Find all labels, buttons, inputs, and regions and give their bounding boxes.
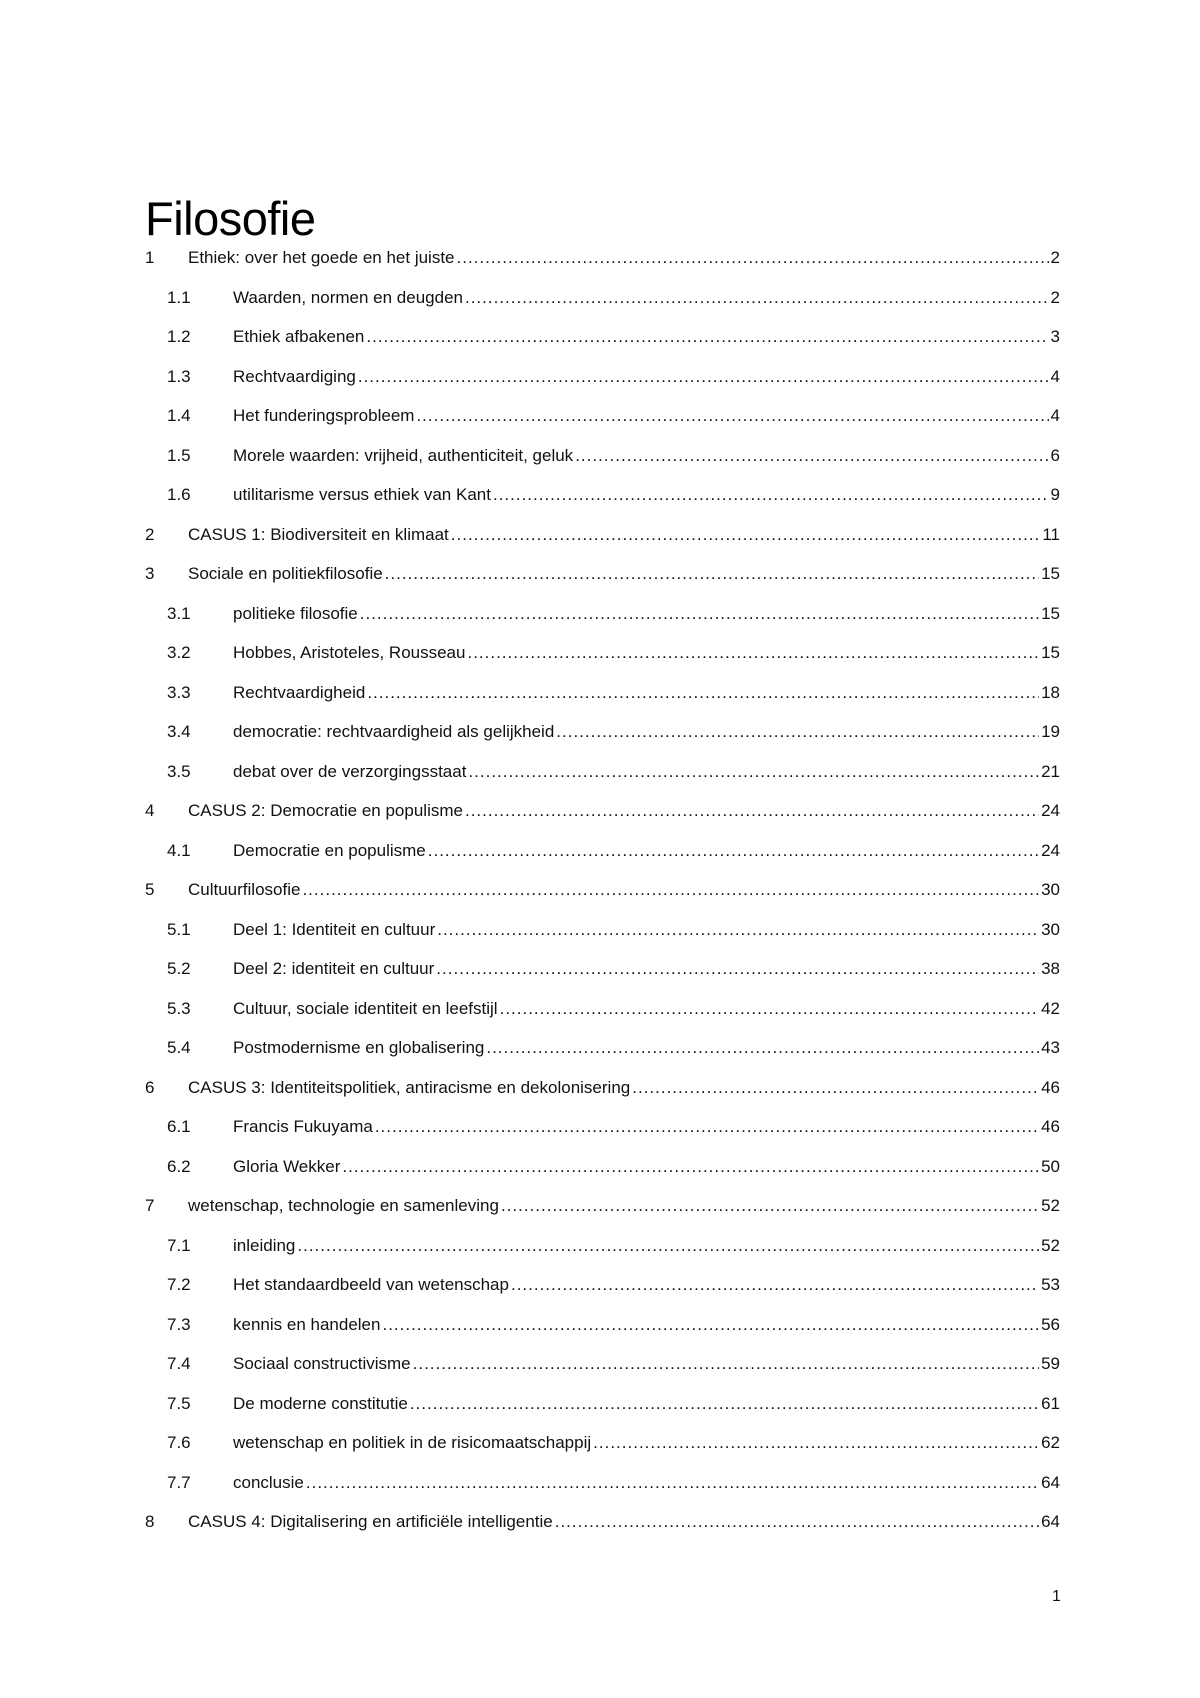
- toc-entry[interactable]: [145, 1354, 1060, 1394]
- toc-entry-title[interactable]: Het standaardbeeld van wetenschap: [233, 1275, 509, 1294]
- toc-entry-page: 46: [1041, 1117, 1060, 1136]
- toc-entry-number: 5: [145, 880, 155, 899]
- toc-entry-title[interactable]: Ethiek: over het goede en het juiste: [188, 248, 455, 267]
- toc-entry[interactable]: [145, 1038, 1060, 1078]
- toc-dot-leader: [511, 1275, 1039, 1295]
- toc-dot-leader: [410, 1394, 1039, 1414]
- toc-entry-number: 1.1: [167, 287, 191, 307]
- toc-entry-page: 30: [1041, 919, 1060, 939]
- toc-entry-page: 11: [1042, 524, 1060, 544]
- toc-entry-page: 21: [1041, 761, 1060, 781]
- toc-entry-number: 1.2: [167, 327, 191, 346]
- toc-entry-number: 7.1: [167, 1235, 191, 1255]
- toc-entry-page: 38: [1041, 959, 1060, 978]
- toc-dot-leader: [465, 288, 1049, 308]
- toc-entry-title[interactable]: Cultuurfilosofie: [188, 880, 301, 899]
- toc-dot-leader: [468, 762, 1039, 782]
- toc-dot-leader: [358, 367, 1049, 387]
- page-title: Filosofie: [145, 192, 316, 246]
- toc-entry-title[interactable]: Hobbes, Aristoteles, Rousseau: [233, 643, 466, 662]
- toc-dot-leader: [556, 722, 1039, 742]
- toc-entry-title[interactable]: CASUS 1: Biodiversiteit en klimaat: [188, 524, 449, 544]
- toc-entry-title[interactable]: debat over de verzorgingsstaat: [233, 761, 467, 781]
- toc-entry[interactable]: [145, 1196, 1060, 1236]
- toc-entry[interactable]: [145, 1433, 1060, 1473]
- toc-entry-title[interactable]: Rechtvaardigheid: [233, 682, 366, 702]
- toc-dot-leader: [416, 406, 1048, 426]
- toc-entry-number: 6.1: [167, 1117, 191, 1136]
- toc-entry[interactable]: [145, 1236, 1060, 1276]
- toc-entry-title[interactable]: wetenschap en politiek in de risicomaatschappij: [233, 1433, 592, 1452]
- toc-dot-leader: [306, 1473, 1039, 1493]
- toc-dot-leader: [593, 1433, 1039, 1453]
- toc-entry-page: 53: [1041, 1275, 1060, 1294]
- toc-dot-leader: [302, 880, 1039, 900]
- toc-entry[interactable]: [145, 485, 1060, 525]
- toc-entry-title[interactable]: Sociaal constructivisme: [233, 1354, 411, 1373]
- toc-entry[interactable]: [145, 801, 1060, 841]
- toc-dot-leader: [555, 1512, 1039, 1532]
- toc-entry[interactable]: [145, 1117, 1060, 1157]
- toc-entry[interactable]: [145, 1157, 1060, 1197]
- toc-entry[interactable]: [145, 564, 1060, 604]
- toc-entry-number: 4.1: [167, 840, 191, 860]
- toc-entry-page: 30: [1041, 880, 1060, 899]
- toc-entry-page: 52: [1041, 1235, 1060, 1255]
- toc-dot-leader: [382, 1315, 1039, 1335]
- toc-dot-leader: [367, 683, 1039, 703]
- toc-entry-title[interactable]: Rechtvaardiging: [233, 366, 356, 386]
- toc-dot-leader: [342, 1157, 1039, 1177]
- toc-entry-number: 3.1: [167, 603, 191, 623]
- toc-entry[interactable]: [145, 1078, 1060, 1118]
- page-number: 1: [1052, 1588, 1061, 1605]
- toc-entry-title[interactable]: utilitarisme versus ethiek van Kant: [233, 485, 491, 504]
- toc-entry-number: 3.3: [167, 682, 191, 702]
- toc-dot-leader: [437, 920, 1039, 940]
- toc-entry-title[interactable]: politieke filosofie: [233, 603, 358, 623]
- toc-entry[interactable]: [145, 762, 1060, 802]
- toc-entry[interactable]: [145, 920, 1060, 960]
- toc-entry-title[interactable]: Morele waarden: vrijheid, authenticiteit, geluk: [233, 445, 574, 465]
- toc-entry-number: 6: [145, 1077, 155, 1097]
- toc-dot-leader: [465, 801, 1039, 821]
- toc-entry-number: 3.2: [167, 643, 191, 662]
- toc-entry-number: 3: [145, 564, 155, 583]
- toc-entry-page: 43: [1041, 1038, 1060, 1057]
- toc-entry-page: 59: [1041, 1354, 1060, 1373]
- toc-entry-number: 1.5: [167, 445, 191, 465]
- toc-entry-number: 2: [145, 524, 155, 544]
- toc-entry-title[interactable]: kennis en handelen: [233, 1314, 381, 1334]
- toc-entry[interactable]: [145, 880, 1060, 920]
- toc-entry[interactable]: [145, 327, 1060, 367]
- toc-dot-leader: [501, 1196, 1039, 1216]
- toc-dot-leader: [451, 525, 1041, 545]
- toc-entry[interactable]: [145, 999, 1060, 1039]
- toc-entry-number: 5.1: [167, 919, 191, 939]
- toc-entry-title[interactable]: democratie: rechtvaardigheid als gelijkheid: [233, 722, 555, 741]
- toc-entry-title[interactable]: CASUS 3: Identiteitspolitiek, antiracisme en dekolonisering: [188, 1077, 631, 1097]
- toc-entry[interactable]: [145, 1394, 1060, 1434]
- toc-entry-number: 1.3: [167, 366, 191, 386]
- table-of-contents: [145, 248, 1060, 1552]
- toc-dot-leader: [457, 248, 1049, 268]
- toc-entry-page: 4: [1050, 406, 1060, 425]
- toc-entry[interactable]: [145, 1275, 1060, 1315]
- toc-entry-title[interactable]: Sociale en politiekfilosofie: [188, 564, 383, 583]
- toc-entry-number: 3.4: [167, 722, 191, 741]
- toc-entry-title[interactable]: Postmodernisme en globalisering: [233, 1038, 485, 1057]
- toc-entry-number: 1.4: [167, 406, 191, 425]
- toc-entry[interactable]: [145, 604, 1060, 644]
- toc-entry[interactable]: [145, 1315, 1060, 1355]
- toc-dot-leader: [632, 1078, 1039, 1098]
- toc-entry-number: 7.5: [167, 1393, 191, 1413]
- toc-entry-page: 2: [1050, 248, 1060, 267]
- toc-entry-title[interactable]: inleiding: [233, 1235, 296, 1255]
- toc-entry-number: 8: [145, 1512, 155, 1531]
- toc-entry-title[interactable]: Gloria Wekker: [233, 1156, 341, 1176]
- toc-entry-number: 5.2: [167, 959, 191, 978]
- toc-entry-page: 3: [1050, 327, 1060, 346]
- toc-entry[interactable]: [145, 722, 1060, 762]
- toc-entry[interactable]: [145, 959, 1060, 999]
- toc-entry[interactable]: [145, 1512, 1060, 1552]
- toc-entry-title[interactable]: CASUS 2: Democratie en populisme: [188, 801, 463, 820]
- toc-entry[interactable]: [145, 1473, 1060, 1513]
- toc-entry-number: 7.6: [167, 1433, 191, 1452]
- toc-entry-title[interactable]: wetenschap, technologie en samenleving: [188, 1196, 499, 1215]
- toc-entry-page: 62: [1041, 1433, 1060, 1452]
- toc-dot-leader: [500, 999, 1039, 1019]
- toc-entry-page: 42: [1041, 998, 1060, 1018]
- toc-entry[interactable]: [145, 446, 1060, 486]
- toc-entry-number: 7: [145, 1196, 155, 1215]
- toc-entry-page: 24: [1041, 801, 1060, 820]
- toc-entry-page: 15: [1041, 643, 1060, 662]
- toc-entry-number: 7.4: [167, 1354, 191, 1373]
- toc-entry-page: 46: [1041, 1077, 1060, 1097]
- toc-dot-leader: [493, 485, 1049, 505]
- toc-dot-leader: [467, 643, 1039, 663]
- toc-entry-page: 6: [1050, 445, 1060, 465]
- toc-entry-title[interactable]: Deel 2: identiteit en cultuur: [233, 959, 435, 978]
- toc-entry[interactable]: [145, 643, 1060, 683]
- toc-entry-title[interactable]: CASUS 4: Digitalisering en artificiële intelligentie: [188, 1512, 553, 1531]
- toc-entry-title[interactable]: De moderne constitutie: [233, 1393, 408, 1413]
- toc-entry[interactable]: [145, 248, 1060, 288]
- toc-entry-number: 5.3: [167, 998, 191, 1018]
- toc-entry-page: 52: [1041, 1196, 1060, 1215]
- toc-dot-leader: [436, 959, 1039, 979]
- toc-entry-number: 7.7: [167, 1472, 191, 1492]
- toc-entry-page: 19: [1041, 722, 1060, 741]
- toc-entry-number: 7.2: [167, 1275, 191, 1294]
- toc-entry-page: 50: [1041, 1156, 1060, 1176]
- toc-entry[interactable]: [145, 406, 1060, 446]
- toc-entry-title[interactable]: Democratie en populisme: [233, 840, 426, 860]
- toc-entry-page: 9: [1050, 485, 1060, 504]
- toc-entry[interactable]: [145, 525, 1060, 565]
- toc-entry-number: 6.2: [167, 1156, 191, 1176]
- toc-dot-leader: [375, 1117, 1039, 1137]
- toc-entry-page: 56: [1041, 1314, 1060, 1334]
- toc-entry-page: 4: [1050, 366, 1060, 386]
- toc-entry-number: 5.4: [167, 1038, 191, 1057]
- toc-entry-page: 64: [1041, 1512, 1060, 1531]
- toc-entry[interactable]: [145, 841, 1060, 881]
- toc-dot-leader: [486, 1038, 1039, 1058]
- toc-entry-number: 7.3: [167, 1314, 191, 1334]
- toc-entry-title[interactable]: Deel 1: Identiteit en cultuur: [233, 919, 436, 939]
- toc-entry-number: 1.6: [167, 485, 191, 504]
- toc-dot-leader: [385, 564, 1039, 584]
- toc-entry[interactable]: [145, 288, 1060, 328]
- toc-entry-title[interactable]: Waarden, normen en deugden: [233, 287, 463, 307]
- toc-entry-title[interactable]: Francis Fukuyama: [233, 1117, 373, 1136]
- toc-dot-leader: [366, 327, 1048, 347]
- toc-dot-leader: [575, 446, 1048, 466]
- toc-dot-leader: [360, 604, 1039, 624]
- toc-dot-leader: [297, 1236, 1039, 1256]
- toc-entry-page: 61: [1041, 1393, 1060, 1413]
- toc-entry-title[interactable]: Ethiek afbakenen: [233, 327, 365, 346]
- toc-dot-leader: [413, 1354, 1039, 1374]
- toc-entry-page: 24: [1041, 840, 1060, 860]
- toc-entry-page: 2: [1050, 287, 1060, 307]
- toc-entry-number: 4: [145, 801, 155, 820]
- toc-entry-number: 1: [145, 248, 155, 267]
- toc-entry[interactable]: [145, 367, 1060, 407]
- toc-entry-page: 18: [1041, 682, 1060, 702]
- toc-entry-title[interactable]: Het funderingsprobleem: [233, 406, 415, 425]
- toc-entry-number: 3.5: [167, 761, 191, 781]
- toc-entry-page: 15: [1041, 564, 1060, 583]
- toc-entry-page: 64: [1041, 1472, 1060, 1492]
- toc-entry[interactable]: [145, 683, 1060, 723]
- toc-entry-page: 15: [1041, 603, 1060, 623]
- toc-entry-title[interactable]: conclusie: [233, 1472, 304, 1492]
- toc-dot-leader: [428, 841, 1039, 861]
- toc-entry-title[interactable]: Cultuur, sociale identiteit en leefstijl: [233, 998, 498, 1018]
